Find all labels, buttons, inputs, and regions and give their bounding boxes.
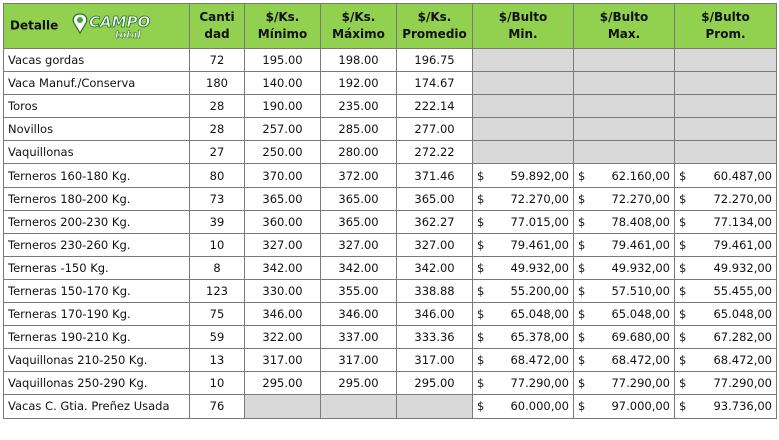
amount: 68.472,00 bbox=[510, 353, 569, 368]
currency-symbol: $ bbox=[477, 168, 485, 183]
cell-cantidad: 123 bbox=[190, 279, 245, 302]
header-cantidad: Canti dad bbox=[190, 4, 245, 49]
cell-prom-bulto bbox=[675, 72, 777, 95]
header-prom-bulto: $/Bulto Prom. bbox=[675, 4, 777, 49]
cell-min-bulto bbox=[473, 395, 574, 418]
cell-detalle: Toros bbox=[4, 95, 190, 118]
cell-max-kg: 355.00 bbox=[321, 279, 397, 302]
cell-prom-kg: 317.00 bbox=[397, 349, 473, 372]
currency-symbol: $ bbox=[578, 399, 586, 414]
cell-min-kg: 370.00 bbox=[245, 164, 321, 187]
cell-min-bulto bbox=[473, 233, 574, 256]
cell-min-kg: 295.00 bbox=[245, 372, 321, 395]
cell-prom-kg: 365.00 bbox=[397, 187, 473, 210]
table-row bbox=[4, 141, 777, 164]
table-row bbox=[4, 279, 777, 302]
cell-cantidad: 28 bbox=[190, 95, 245, 118]
cell-detalle: Vaquillonas bbox=[4, 141, 190, 164]
cell-max-kg: 372.00 bbox=[321, 164, 397, 187]
cell-detalle: Terneras 170-190 Kg. bbox=[4, 303, 190, 326]
cell-max-bulto bbox=[574, 372, 675, 395]
cell-max-kg: 280.00 bbox=[321, 141, 397, 164]
table-row bbox=[4, 118, 777, 141]
cell-max-bulto bbox=[574, 349, 675, 372]
currency-symbol: $ bbox=[578, 376, 586, 391]
cell-max-bulto bbox=[574, 72, 675, 95]
amount: 65.378,00 bbox=[510, 330, 569, 345]
amount: 77.015,00 bbox=[510, 214, 569, 229]
cell-min-bulto bbox=[473, 118, 574, 141]
header-detalle bbox=[4, 4, 190, 49]
table-row bbox=[4, 256, 777, 279]
cell-min-kg: 250.00 bbox=[245, 141, 321, 164]
amount: 93.736,00 bbox=[713, 399, 772, 414]
currency-symbol: $ bbox=[477, 237, 485, 252]
amount: 79.461,00 bbox=[510, 237, 569, 252]
cell-min-bulto bbox=[473, 164, 574, 187]
cell-prom-kg: 277.00 bbox=[397, 118, 473, 141]
cell-max-kg: 365.00 bbox=[321, 210, 397, 233]
currency-symbol: $ bbox=[679, 330, 687, 345]
table-row bbox=[4, 210, 777, 233]
cell-cantidad: 28 bbox=[190, 118, 245, 141]
cell-cantidad: 39 bbox=[190, 210, 245, 233]
table-row bbox=[4, 303, 777, 326]
cell-detalle: Terneros 180-200 Kg. bbox=[4, 187, 190, 210]
cell-max-kg: 285.00 bbox=[321, 118, 397, 141]
cell-min-bulto bbox=[473, 372, 574, 395]
header-detalle-label: Detalle bbox=[10, 18, 59, 33]
price-table bbox=[3, 3, 777, 419]
amount: 77.290,00 bbox=[713, 376, 772, 391]
cell-prom-kg: 342.00 bbox=[397, 256, 473, 279]
currency-symbol: $ bbox=[477, 376, 485, 391]
amount: 79.461,00 bbox=[713, 237, 772, 252]
amount: 49.932,00 bbox=[510, 260, 569, 275]
cell-max-kg: 198.00 bbox=[321, 49, 397, 72]
amount: 49.932,00 bbox=[611, 260, 670, 275]
currency-symbol: $ bbox=[679, 260, 687, 275]
cell-detalle: Vacas C. Gtia. Preñez Usada bbox=[4, 395, 190, 418]
currency-symbol: $ bbox=[679, 307, 687, 322]
amount: 77.290,00 bbox=[510, 376, 569, 391]
cell-cantidad: 73 bbox=[190, 187, 245, 210]
cell-max-bulto bbox=[574, 95, 675, 118]
cell-min-kg: 327.00 bbox=[245, 233, 321, 256]
cell-detalle: Terneros 200-230 Kg. bbox=[4, 210, 190, 233]
cell-min-bulto bbox=[473, 279, 574, 302]
cell-max-bulto bbox=[574, 187, 675, 210]
cell-prom-bulto bbox=[675, 279, 777, 302]
cell-max-bulto bbox=[574, 256, 675, 279]
currency-symbol: $ bbox=[578, 191, 586, 206]
currency-symbol: $ bbox=[578, 307, 586, 322]
header-max-kg: $/Ks. Máximo bbox=[321, 4, 397, 49]
cell-cantidad: 8 bbox=[190, 256, 245, 279]
currency-symbol: $ bbox=[679, 399, 687, 414]
cell-max-bulto bbox=[574, 233, 675, 256]
amount: 60.487,00 bbox=[713, 168, 772, 183]
cell-cantidad: 13 bbox=[190, 349, 245, 372]
cell-prom-bulto bbox=[675, 256, 777, 279]
currency-symbol: $ bbox=[578, 168, 586, 183]
amount: 68.472,00 bbox=[611, 353, 670, 368]
cell-prom-kg: 346.00 bbox=[397, 303, 473, 326]
cell-max-bulto bbox=[574, 141, 675, 164]
currency-symbol: $ bbox=[477, 399, 485, 414]
cell-cantidad: 180 bbox=[190, 72, 245, 95]
amount: 72.270,00 bbox=[510, 191, 569, 206]
cell-max-bulto bbox=[574, 164, 675, 187]
amount: 77.134,00 bbox=[713, 214, 772, 229]
cell-prom-kg: 295.00 bbox=[397, 372, 473, 395]
amount: 78.408,00 bbox=[611, 214, 670, 229]
currency-symbol: $ bbox=[578, 214, 586, 229]
cell-prom-bulto bbox=[675, 349, 777, 372]
cell-cantidad: 80 bbox=[190, 164, 245, 187]
amount: 55.200,00 bbox=[510, 283, 569, 298]
currency-symbol: $ bbox=[679, 353, 687, 368]
cell-min-bulto bbox=[473, 49, 574, 72]
cell-prom-kg: 327.00 bbox=[397, 233, 473, 256]
cell-cantidad: 75 bbox=[190, 303, 245, 326]
amount: 72.270,00 bbox=[611, 191, 670, 206]
cell-max-kg: 295.00 bbox=[321, 372, 397, 395]
cell-max-bulto bbox=[574, 279, 675, 302]
cell-detalle: Vacas gordas bbox=[4, 49, 190, 72]
cell-min-kg bbox=[245, 395, 321, 418]
cell-detalle: Novillos bbox=[4, 118, 190, 141]
currency-symbol: $ bbox=[679, 376, 687, 391]
cell-max-kg: 337.00 bbox=[321, 326, 397, 349]
cell-max-bulto bbox=[574, 49, 675, 72]
header-min-bulto: $/Bulto Min. bbox=[473, 4, 574, 49]
cell-max-bulto bbox=[574, 210, 675, 233]
cell-prom-kg: 338.88 bbox=[397, 279, 473, 302]
currency-symbol: $ bbox=[679, 168, 687, 183]
amount: 60.000,00 bbox=[510, 399, 569, 414]
amount: 65.048,00 bbox=[510, 307, 569, 322]
table-row bbox=[4, 164, 777, 187]
header-max-bulto: $/Bulto Max. bbox=[574, 4, 675, 49]
cell-prom-kg: 174.67 bbox=[397, 72, 473, 95]
cell-max-kg: 317.00 bbox=[321, 349, 397, 372]
table-row bbox=[4, 233, 777, 256]
currency-symbol: $ bbox=[477, 260, 485, 275]
cell-prom-bulto bbox=[675, 118, 777, 141]
cell-max-kg: 192.00 bbox=[321, 72, 397, 95]
cell-detalle: Terneras 150-170 Kg. bbox=[4, 279, 190, 302]
cell-detalle: Terneras -150 Kg. bbox=[4, 256, 190, 279]
cell-max-bulto bbox=[574, 303, 675, 326]
cell-min-kg: 346.00 bbox=[245, 303, 321, 326]
amount: 97.000,00 bbox=[611, 399, 670, 414]
cell-detalle: Vaca Manuf./Conserva bbox=[4, 72, 190, 95]
cell-min-bulto bbox=[473, 141, 574, 164]
currency-symbol: $ bbox=[477, 330, 485, 345]
table-row bbox=[4, 49, 777, 72]
cell-prom-bulto bbox=[675, 303, 777, 326]
cell-min-bulto bbox=[473, 256, 574, 279]
cell-min-bulto bbox=[473, 187, 574, 210]
cell-cantidad: 10 bbox=[190, 372, 245, 395]
cell-min-kg: 317.00 bbox=[245, 349, 321, 372]
amount: 67.282,00 bbox=[713, 330, 772, 345]
cell-cantidad: 10 bbox=[190, 233, 245, 256]
amount: 59.892,00 bbox=[510, 168, 569, 183]
currency-symbol: $ bbox=[477, 307, 485, 322]
cell-max-kg: 365.00 bbox=[321, 187, 397, 210]
svg-text:total: total bbox=[114, 30, 141, 41]
amount: 68.472,00 bbox=[713, 353, 772, 368]
cell-prom-bulto bbox=[675, 326, 777, 349]
cell-detalle: Terneras 190-210 Kg. bbox=[4, 326, 190, 349]
currency-symbol: $ bbox=[477, 353, 485, 368]
cell-detalle: Vaquillonas 250-290 Kg. bbox=[4, 372, 190, 395]
cell-prom-bulto bbox=[675, 233, 777, 256]
table-row bbox=[4, 187, 777, 210]
amount: 62.160,00 bbox=[611, 168, 670, 183]
cell-cantidad: 72 bbox=[190, 49, 245, 72]
cell-min-kg: 342.00 bbox=[245, 256, 321, 279]
currency-symbol: $ bbox=[477, 191, 485, 206]
table-body bbox=[4, 49, 777, 419]
cell-cantidad: 76 bbox=[190, 395, 245, 418]
cell-detalle: Vaquillonas 210-250 Kg. bbox=[4, 349, 190, 372]
svg-text:CAMPO: CAMPO bbox=[88, 13, 150, 31]
cell-prom-kg: 333.36 bbox=[397, 326, 473, 349]
cell-min-bulto bbox=[473, 326, 574, 349]
amount: 55.455,00 bbox=[713, 283, 772, 298]
cell-max-kg: 327.00 bbox=[321, 233, 397, 256]
table-row bbox=[4, 349, 777, 372]
cell-prom-kg bbox=[397, 395, 473, 418]
cell-min-kg: 365.00 bbox=[245, 187, 321, 210]
amount: 72.270,00 bbox=[713, 191, 772, 206]
cell-detalle: Terneros 230-260 Kg. bbox=[4, 233, 190, 256]
cell-prom-kg: 222.14 bbox=[397, 95, 473, 118]
cell-min-kg: 190.00 bbox=[245, 95, 321, 118]
cell-max-kg: 346.00 bbox=[321, 303, 397, 326]
cell-prom-bulto bbox=[675, 395, 777, 418]
cell-prom-kg: 196.75 bbox=[397, 49, 473, 72]
cell-prom-bulto bbox=[675, 187, 777, 210]
cell-prom-kg: 362.27 bbox=[397, 210, 473, 233]
cell-detalle: Terneros 160-180 Kg. bbox=[4, 164, 190, 187]
cell-prom-bulto bbox=[675, 141, 777, 164]
cell-max-bulto bbox=[574, 326, 675, 349]
amount: 65.048,00 bbox=[713, 307, 772, 322]
amount: 77.290,00 bbox=[611, 376, 670, 391]
cell-min-bulto bbox=[473, 349, 574, 372]
cell-min-kg: 140.00 bbox=[245, 72, 321, 95]
cell-prom-bulto bbox=[675, 210, 777, 233]
currency-symbol: $ bbox=[578, 283, 586, 298]
cell-min-bulto bbox=[473, 95, 574, 118]
cell-max-kg bbox=[321, 395, 397, 418]
table-row bbox=[4, 72, 777, 95]
cell-min-kg: 257.00 bbox=[245, 118, 321, 141]
cell-prom-bulto bbox=[675, 49, 777, 72]
table-row bbox=[4, 372, 777, 395]
cell-min-bulto bbox=[473, 210, 574, 233]
header-min-kg: $/Ks. Mínimo bbox=[245, 4, 321, 49]
currency-symbol: $ bbox=[679, 237, 687, 252]
cell-min-bulto bbox=[473, 72, 574, 95]
cell-min-kg: 330.00 bbox=[245, 279, 321, 302]
currency-symbol: $ bbox=[578, 237, 586, 252]
amount: 65.048,00 bbox=[611, 307, 670, 322]
cell-min-kg: 360.00 bbox=[245, 210, 321, 233]
cell-prom-bulto bbox=[675, 164, 777, 187]
cell-prom-bulto bbox=[675, 95, 777, 118]
cell-prom-bulto bbox=[675, 372, 777, 395]
campo-total-logo bbox=[71, 11, 167, 41]
currency-symbol: $ bbox=[477, 214, 485, 229]
cell-min-kg: 322.00 bbox=[245, 326, 321, 349]
amount: 69.680,00 bbox=[611, 330, 670, 345]
cell-max-bulto bbox=[574, 118, 675, 141]
currency-symbol: $ bbox=[578, 353, 586, 368]
currency-symbol: $ bbox=[679, 214, 687, 229]
cell-prom-kg: 371.46 bbox=[397, 164, 473, 187]
cell-cantidad: 27 bbox=[190, 141, 245, 164]
currency-symbol: $ bbox=[477, 283, 485, 298]
header-row bbox=[4, 4, 777, 49]
amount: 79.461,00 bbox=[611, 237, 670, 252]
cell-cantidad: 59 bbox=[190, 326, 245, 349]
table-row bbox=[4, 95, 777, 118]
amount: 57.510,00 bbox=[611, 283, 670, 298]
amount: 49.932,00 bbox=[713, 260, 772, 275]
table-row bbox=[4, 326, 777, 349]
table-row bbox=[4, 395, 777, 418]
cell-max-bulto bbox=[574, 395, 675, 418]
currency-symbol: $ bbox=[679, 283, 687, 298]
header-prom-kg: $/Ks. Promedio bbox=[397, 4, 473, 49]
currency-symbol: $ bbox=[578, 330, 586, 345]
cell-max-kg: 235.00 bbox=[321, 95, 397, 118]
currency-symbol: $ bbox=[679, 191, 687, 206]
cell-min-kg: 195.00 bbox=[245, 49, 321, 72]
currency-symbol: $ bbox=[578, 260, 586, 275]
cell-prom-kg: 272.22 bbox=[397, 141, 473, 164]
cell-max-kg: 342.00 bbox=[321, 256, 397, 279]
cell-min-bulto bbox=[473, 303, 574, 326]
